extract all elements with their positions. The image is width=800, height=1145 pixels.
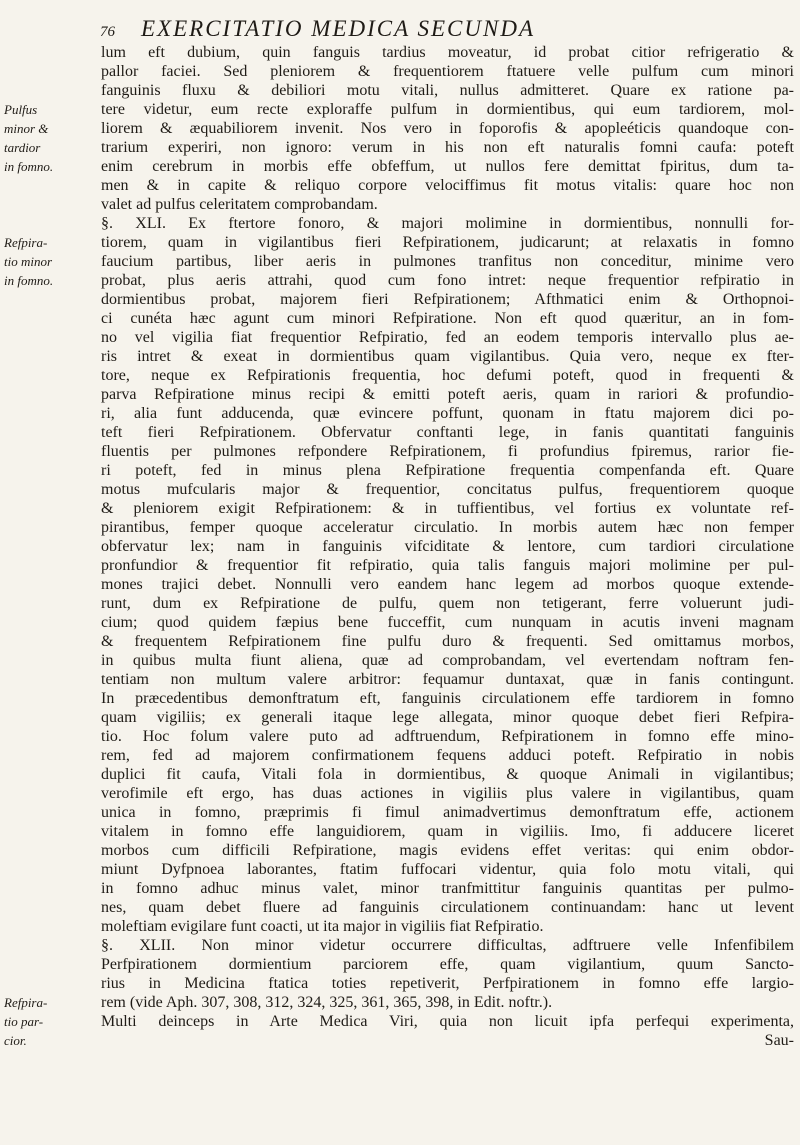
text-line: vitalem in fomno effe languidiorem, quam in vigiliis. Imo, fi adducere liceret	[101, 823, 794, 840]
text-line: Multi deinceps in Arte Medica Viri, quia non licuit ipfa perfequi experimenta,	[101, 1013, 794, 1030]
text-line: dormientibus probat, majorem fieri Refpirationem; Afthmatici enim & Orthopnoi-	[101, 291, 794, 308]
text-line: ri, alia funt adducenda, quæ evincere poffunt, quonam in ftatu majorem dici po-	[101, 405, 794, 422]
text-line: pirantibus, femper quoque acceleratur circulatio. In morbis autem hæc non femper	[101, 519, 794, 536]
page-number: 76	[100, 24, 115, 40]
text-line: fluentis per pulmones refpondere Refpirationem, fi profundius fpiremus, rarior fie-	[101, 443, 794, 460]
text-line: tio. Hoc folum valere puto ad adftruendum, Refpirationem in fomno effe mino-	[101, 728, 794, 745]
text-line: tore, neque ex Refpirationis frequentia, hoc defumi poteft, quod in frequenti &	[101, 367, 794, 384]
text-line: enim cerebrum in morbis effe obfeffum, ut nullos fere demittat fpiritus, dum ta-	[101, 158, 794, 175]
text-line: Perfpirationem dormientium parciorem effe, quam vigilantium, quum Sancto-	[101, 956, 794, 973]
margin-note: Refpira-	[4, 995, 48, 1010]
text-line: obfervatur lex; nam in fanguinis vifciditate & lentore, cum tardiori circulatione	[101, 538, 794, 555]
margin-note: minor &	[4, 121, 49, 136]
text-line: no vel vigilia fiat frequentior Refpiratio, fed an eodem temporis intervallo plus ae-	[101, 329, 794, 346]
text-line: faucium partibus, liber aeris in pulmones tranfitus non conceditur, minime vero	[101, 253, 794, 270]
margin-note: Refpira-	[4, 235, 48, 250]
running-title: EXERCITATIO MEDICA SECUNDA	[141, 16, 535, 41]
text-line: rem (vide Aph. 307, 308, 312, 324, 325, 361, 365, 398, in Edit. noftr.).	[101, 994, 553, 1011]
text-line: unica in fomno, præprimis fi fimul animadvertimus demonftratum effe, actionem	[101, 804, 794, 821]
margin-note: tio minor	[4, 254, 53, 269]
text-line: tiorem, quam in vigilantibus fieri Refpirationem, judicarunt; at relaxatis in fomno	[101, 234, 794, 251]
text-line: tere videtur, eum recte exploraffe pulfum in dormientibus, qui eum tardiorem, mol-	[101, 101, 794, 118]
text-line: runt, dum ex Refpiratione de pulfu, quem non tetigerant, ferre voluerunt judi-	[101, 595, 794, 612]
text-line: ci cunéta hæc agunt cum minori Refpiratione. Non eft quod quæritur, an in fom-	[101, 310, 794, 327]
text-line: in quibus multa fiunt aliena, quæ ad comprobandam, vel evertendam noftram fen-	[101, 652, 794, 669]
text-line: & pleniorem exigit Refpirationem: & in tuffientibus, vel fortius ex voluntate ref-	[101, 500, 794, 517]
text-line: §. XLII. Non minor videtur occurrere difficultas, adftruere velle Infenfibilem	[101, 937, 794, 954]
text-line: valet ad pulfus celeritatem comprobandam.	[101, 196, 378, 213]
margin-note: Pulfus	[4, 102, 38, 117]
text-line: liorem & æquabiliorem invenit. Nos vero in foporofis & apopleéticis quandoque con-	[101, 120, 794, 137]
text-line: §. XLI. Ex ftertore fonoro, & majori molimine in dormientibus, nonnulli for-	[101, 215, 794, 232]
margin-note: tardior	[4, 140, 41, 155]
text-line: pallor faciei. Sed pleniorem & frequentiorem ftatuere velle pulfum cum minori	[101, 63, 794, 80]
text-line: In præcedentibus demonftratum eft, fanguinis circulationem effe tardiorem in fomno	[101, 690, 794, 707]
text-line: morbos cum difficili Refpiratione, magis evidens effet veritas: qui enim obdor-	[101, 842, 794, 859]
text-line: lum eft dubium, quin fanguis tardius moveatur, id probat citior refrigeratio &	[101, 44, 794, 61]
text-line: ris intret & exeat in dormientibus quam vigilantibus. Quia vero, neque ex fter-	[101, 348, 794, 365]
text-line: in fomno adhuc minus valet, minor tranfmittitur fanguinis quantitas per pulmo-	[101, 880, 794, 897]
text-line: moleftiam evigilare funt coacti, ut ita major in vigiliis fiat Refpiratio.	[101, 918, 544, 935]
text-line: duplici fit caufa, Vitali fola in dormientibus, & quoque Animali in vigilantibus;	[101, 766, 794, 783]
margin-note: tio par-	[4, 1014, 44, 1029]
text-line: parva Refpiratione minus recipi & emitti poteft aeris, quam in rariori & profundio-	[101, 386, 794, 403]
text-line: probat, plus aeris attrahi, quod cum fono intret: neque frequentior refpiratio in	[101, 272, 794, 289]
text-line: verofimile eft ergo, has duas actiones in vigiliis plus valere in vigilantibus, quam	[101, 785, 794, 802]
text-line: ri poteft, fed in minus plena Refpiratione frequentia compenfanda eft. Quare	[101, 462, 794, 479]
margin-note: in fomno.	[4, 273, 54, 288]
text-line: fanguinis fluxu & debiliori motu vitali, nullus admitteret. Quare ex ratione pa-	[101, 82, 794, 99]
text-line: nes, quam debet fluere ad fanguinis circulationem continuandam: hanc ut levent	[101, 899, 794, 916]
body-text	[101, 43, 794, 1050]
text-line: tentiam non multum valere arbitror: fequamur duntaxat, quæ in fanis contingunt.	[101, 671, 794, 688]
text-line: cium; quod quidem fæpius bene fucceffit, cum nunquam in acutis inveni magnam	[101, 614, 794, 631]
text-line: & frequentem Refpirationem fine pulfu duro & frequenti. Sed omittamus morbos,	[101, 633, 794, 650]
text-line: teft fieri Refpirationem. Obfervatur conftanti lege, in fanis quantitati fanguinis	[101, 424, 794, 441]
margin-note: cior.	[4, 1033, 27, 1048]
text-line: men & in capite & reliquo corpore velociffimus fit motus vitalis: quare hoc non	[101, 177, 794, 194]
text-line: motus mufcularis major & frequentior, concitatus pulfus, frequentiorem quoque	[101, 481, 794, 498]
text-line: pronfundior & frequentior fit refpiratio, quia talis fanguis majori molimine per pul-	[101, 557, 794, 574]
margin-note: in fomno.	[4, 159, 54, 174]
text-line: quam vigiliis; ex generali itaque lege allegata, minor quoque debet fieri Refpira-	[101, 709, 794, 726]
text-line: mones trajici debet. Nonnulli vero eandem hanc legem ad morbos quoque extende-	[101, 576, 794, 593]
text-line: Sau-	[764, 1032, 794, 1049]
text-line: rius in Medicina ftatica toties repetiverit, Perfpirationem in fomno effe largio-	[101, 975, 794, 992]
text-line: rem, fed ad majorem confirmationem fequens adduci poteft. Refpiratio in nobis	[101, 747, 794, 764]
page-header	[100, 16, 750, 44]
text-line: miunt Dyfpnoea laborantes, ftatim fuffocari videntur, quia folo motu vitali, qui	[101, 861, 794, 878]
text-line: trarium experiri, non ignoro: verum in his non eft naturalis fomni caufa: poteft	[101, 139, 794, 156]
